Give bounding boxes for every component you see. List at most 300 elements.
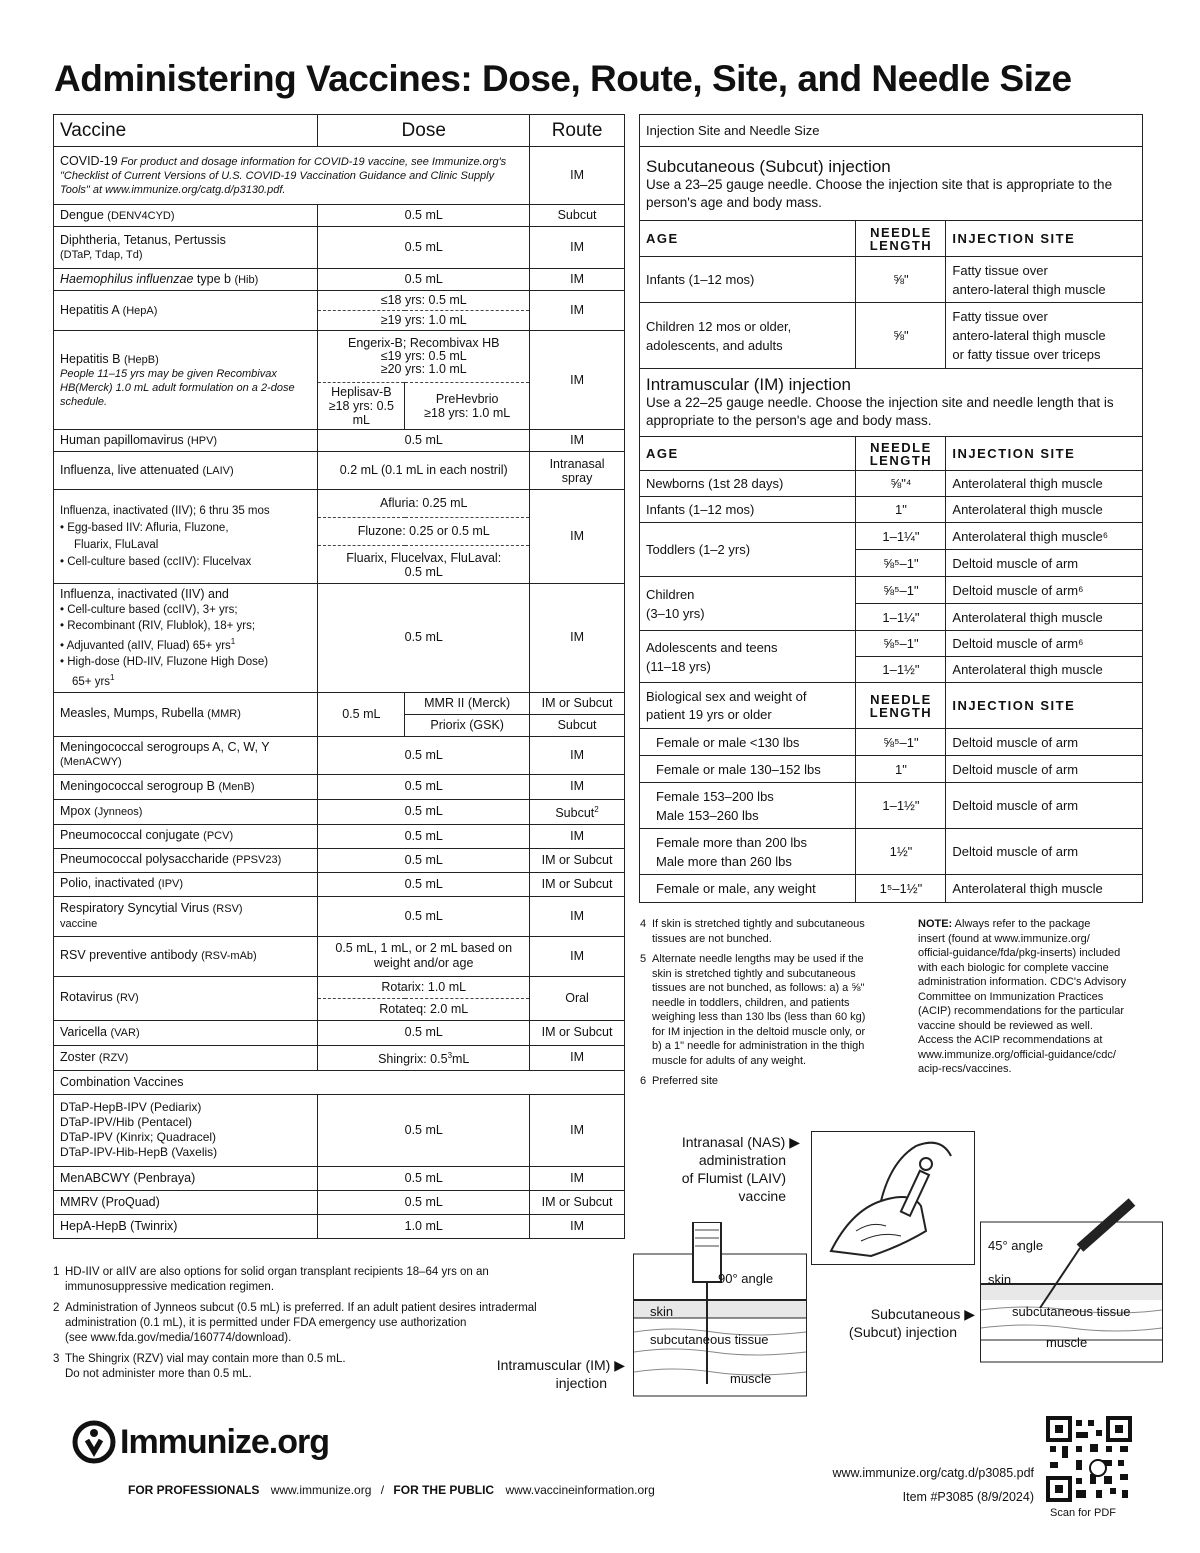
adult-header: Biological sex and weight of	[646, 688, 807, 704]
note-text: Committee on Immunization Practices	[918, 990, 1104, 1003]
site: Fatty tissue over	[952, 309, 1048, 324]
route: Subcut	[555, 806, 595, 821]
needle: ⅝"⁴	[856, 471, 946, 497]
row-ipv	[54, 872, 625, 896]
im-row-teens	[640, 631, 1143, 657]
row-combo1	[54, 1094, 625, 1166]
adult-col-header	[640, 683, 1143, 729]
vaccine-abbr: (RZV)	[98, 1051, 129, 1064]
muscle-label: muscle	[1046, 1335, 1088, 1350]
site: Anterolateral thigh muscle	[946, 875, 1143, 903]
package-insert-note	[918, 917, 1158, 1077]
note-text: insert (found at www.immunize.org/	[918, 932, 1090, 945]
note-text: vaccine should be reviewed as well.	[918, 1019, 1093, 1032]
vaccine-abbr: (HepB)	[123, 353, 159, 366]
im-row-toddlers	[640, 523, 1143, 550]
nas-label-text: Intranasal (NAS)	[681, 1134, 786, 1150]
adult-row	[640, 729, 1143, 756]
public-link[interactable]: www.vaccineinformation.org	[505, 1483, 655, 1497]
dose: 0.5 mL	[318, 774, 530, 799]
site: Deltoid muscle of arm⁶	[946, 577, 1143, 604]
vaccine-name: Influenza, live attenuated	[60, 462, 199, 477]
nas-label-text: of Flumist (LAIV)	[681, 1170, 786, 1186]
footer-right	[770, 1461, 1034, 1509]
footnote-text: tissues are not bunched.	[652, 932, 772, 945]
col-needle: LENGTH	[869, 452, 933, 468]
vaccine-abbr: (MMR)	[207, 708, 241, 721]
vaccine-name: Varicella	[60, 1024, 108, 1039]
vaccine-line: • Egg-based IIV: Afluria, Fluzone,	[60, 521, 229, 534]
vaccine-table-header	[54, 115, 625, 147]
needle: ⅝⁵–1"	[856, 729, 946, 756]
im-label-text: injection	[555, 1375, 607, 1391]
vaccine-name: Meningococcal serogroup B	[60, 778, 215, 793]
vaccine-name: Zoster	[60, 1049, 96, 1064]
row-hpv	[54, 430, 625, 452]
pros-link[interactable]: www.immunize.org	[270, 1483, 372, 1497]
dose: 0.5 mL	[318, 1094, 530, 1166]
vaccine-name: HepA-HepB (Twinrix)	[54, 1214, 318, 1238]
dose-unit: mL	[452, 1052, 470, 1067]
vaccine-abbr: (Jynneos)	[94, 805, 143, 818]
item-number: Item #P3085 (8/9/2024)	[902, 1490, 1034, 1504]
dose: 0.5 mL	[318, 848, 530, 872]
logo-text: Immunize.org	[120, 1422, 330, 1461]
vaccine-name: RSV preventive antibody	[60, 948, 198, 963]
row-hib	[54, 269, 625, 291]
row-dengue	[54, 205, 625, 227]
site: antero-lateral thigh muscle	[952, 328, 1106, 343]
weight: Female 153–200 lbs	[656, 788, 774, 804]
route: IM	[530, 1166, 625, 1190]
vaccine-name-suffix: vaccine	[60, 917, 98, 930]
route: IM	[530, 1045, 625, 1070]
product: Priorix (GSK)	[405, 714, 530, 736]
subcut-tissue-label: subcutaneous tissue	[650, 1332, 769, 1347]
col-vaccine: Vaccine	[54, 115, 318, 147]
weight: Female or male, any weight	[640, 875, 856, 903]
footnote-text: HD-IIV or aIIV are also options for solid organ transplant recipients 18–64 yrs on an	[65, 1266, 489, 1278]
site: or fatty tissue over triceps	[952, 347, 1101, 362]
subcut-section	[640, 147, 1143, 221]
footnote-text: tissues are not bunched, as follows: a) a ⅝"	[652, 982, 865, 994]
dose: 0.5 mL, 1 mL, or 2 mL based on	[335, 941, 513, 956]
note-label: NOTE:	[918, 918, 953, 930]
vaccine-name: DTaP-IPV-Hib-HepB (Vaxelis)	[60, 1145, 218, 1160]
col-site: INJECTION SITE	[946, 683, 1143, 729]
dose: ≤19 yrs: 0.5 mL	[380, 349, 467, 363]
needle: ⅝⁵–1"	[856, 577, 946, 604]
note-text: acip-recs/vaccines.	[918, 1063, 1012, 1075]
row-pcv	[54, 824, 625, 848]
vaccine-abbr: (RSV-mAb)	[201, 950, 257, 963]
footnote-text: Do not administer more than 0.5 mL.	[65, 1368, 252, 1380]
site: antero-lateral thigh muscle	[952, 281, 1106, 297]
dose: 0.5 mL	[318, 227, 530, 269]
footnote-text: b) a 1" needle for administration in the thigh	[652, 1040, 865, 1052]
dose: weight and/or age	[374, 956, 474, 971]
row-combo3	[54, 1190, 625, 1214]
route: IM	[530, 824, 625, 848]
vaccine-name: DTaP-IPV (Kinrix; Quadracel)	[60, 1130, 217, 1145]
im-row-newborns	[640, 471, 1143, 497]
public-label: FOR THE PUBLIC	[393, 1483, 495, 1497]
note-text: www.immunize.org/official-guidance/cdc/	[918, 1048, 1116, 1061]
row-ppsv	[54, 848, 625, 872]
note-text: Access the ACIP recommendations at	[918, 1034, 1103, 1046]
dose: 0.5 mL	[318, 584, 530, 693]
subcut-label	[820, 1305, 975, 1341]
scan-label: Scan for PDF	[1050, 1507, 1117, 1519]
age: Children 12 mos or older,	[646, 318, 792, 334]
vaccine-abbr: (VAR)	[110, 1026, 140, 1039]
adult-row	[640, 829, 1143, 875]
dose: Rotateq: 2.0 mL	[318, 998, 530, 1020]
vaccine-abbr: (RSV)	[212, 902, 243, 915]
vaccine-note: People 11–15 yrs may be given Recombivax HB(Merck) 1.0 mL adult formulation on a 2-dose schedule.	[60, 367, 295, 408]
vaccine-name: Polio, inactivated	[60, 876, 155, 891]
route: spray	[561, 470, 593, 485]
subcut-label-text: (Subcut) injection	[848, 1324, 957, 1340]
site: Anterolateral thigh muscle	[946, 471, 1143, 497]
site: Deltoid muscle of arm	[946, 550, 1143, 577]
col-age: AGE	[640, 437, 856, 471]
row-menb	[54, 774, 625, 799]
dose: 0.5 mL	[318, 872, 530, 896]
footnote-text: skin is stretched tightly and subcutaneous	[652, 967, 856, 980]
dose: Fluzone: 0.25 or 0.5 mL	[318, 518, 530, 546]
logo-icon	[72, 1420, 116, 1464]
vaccine-abbr: (RV)	[116, 992, 139, 1005]
dose: Shingrix: 0.5	[378, 1052, 448, 1067]
vaccine-name: Hepatitis A	[60, 302, 120, 317]
dose: 0.5 mL	[318, 736, 530, 774]
dose: Engerix-B; Recombivax HB	[348, 336, 500, 350]
age: Toddlers (1–2 yrs)	[640, 523, 856, 577]
row-iiv-adult	[54, 584, 625, 693]
vaccine-name: MMRV (ProQuad)	[54, 1190, 318, 1214]
route: IM	[530, 774, 625, 799]
skin-label: skin	[988, 1272, 1012, 1287]
footnote-ref: 1	[230, 637, 236, 646]
dose: 0.5 mL	[318, 1166, 530, 1190]
col-needle: LENGTH	[869, 237, 933, 253]
arrow-right-icon: ▶	[964, 1306, 975, 1322]
vaccine-abbr: (Hib)	[234, 273, 259, 286]
needle: 1–1½"	[856, 657, 946, 683]
dose: 0.2 mL (0.1 mL in each nostril)	[318, 452, 530, 490]
vaccine-abbr: (HPV)	[187, 434, 218, 447]
dose: 0.5 mL	[404, 564, 443, 579]
route: Subcut	[530, 205, 625, 227]
needle: 1"	[856, 756, 946, 783]
pdf-link[interactable]: www.immunize.org/catg.d/p3085.pdf	[832, 1466, 1034, 1480]
route: IM or Subcut	[530, 872, 625, 896]
vaccine-abbr: (IPV)	[158, 878, 184, 891]
site-table-header	[640, 115, 1143, 147]
vaccine-abbr: (HepA)	[122, 304, 158, 317]
site: Anterolateral thigh muscle	[946, 497, 1143, 523]
adult-header: patient 19 yrs or older	[646, 706, 772, 722]
footnote	[53, 1265, 613, 1295]
adult-row	[640, 875, 1143, 903]
col-dose: Dose	[318, 115, 530, 147]
page-title: Administering Vaccines: Dose, Route, Site, and Needle Size	[54, 58, 1072, 99]
im-label-text: Intramuscular (IM)	[496, 1357, 611, 1373]
vaccine-line: Influenza, inactivated (IIV) and	[60, 587, 229, 601]
col-age: AGE	[640, 221, 856, 257]
dose: Heplisav-B	[331, 385, 392, 399]
row-mpox	[54, 799, 625, 824]
footnote-text: Administration of Jynneos subcut (0.5 mL) is preferred. If an adult patient desires intradermal	[65, 1302, 537, 1314]
age: Newborns (1st 28 days)	[640, 471, 856, 497]
dose: ≥19 yrs: 1.0 mL	[318, 311, 530, 331]
vaccine-name: DTaP-HepB-IPV (Pediarix)	[60, 1100, 202, 1115]
col-needle: NEEDLE	[870, 439, 932, 455]
dose: Afluria: 0.25 mL	[318, 490, 530, 518]
subcut-title: Subcutaneous (Subcut) injection	[646, 156, 891, 176]
route: IM or Subcut	[530, 692, 625, 714]
footnote-text: administration (0.1 mL), it is permitted under FDA emergency use authorization	[65, 1317, 467, 1329]
dose: ≥20 yrs: 1.0 mL	[380, 362, 467, 376]
dose: 1.0 mL	[318, 1214, 530, 1238]
subcut-tissue-label: subcutaneous tissue	[1012, 1304, 1131, 1319]
dose: 0.5 mL	[318, 799, 530, 824]
vaccine-name: Rotavirus	[60, 990, 113, 1005]
row-rsvmab	[54, 936, 625, 976]
row-combo-header	[54, 1070, 625, 1094]
vaccine-abbr: (MenACWY)	[60, 756, 122, 769]
vaccine-name: Haemophilus influenzae	[60, 271, 194, 286]
site: Deltoid muscle of arm	[946, 729, 1143, 756]
vaccine-abbr: (PCV)	[203, 830, 234, 843]
route: IM	[530, 269, 625, 291]
row-var	[54, 1020, 625, 1045]
vaccine-name: Diphtheria, Tetanus, Pertussis	[60, 232, 226, 247]
footnote-text: needle in toddlers, children, and patients	[652, 996, 850, 1009]
route: IM or Subcut	[530, 1190, 625, 1214]
route: Intranasal	[549, 456, 605, 471]
vaccine-name-suffix: type b	[193, 271, 231, 286]
injection-site-table	[639, 114, 1143, 903]
vaccine-name: Respiratory Syncytial Virus	[60, 900, 210, 915]
subcut-label-text: Subcutaneous	[870, 1306, 961, 1322]
vaccine-line: • Cell-culture based (ccIIV), 3+ yrs;	[60, 604, 238, 616]
dose: 0.5 mL	[318, 692, 405, 736]
age: (3–10 yrs)	[646, 605, 705, 621]
route: IM	[530, 147, 625, 205]
row-combo2	[54, 1166, 625, 1190]
subcut-row-children	[640, 303, 1143, 369]
nas-label-text: administration	[698, 1152, 786, 1168]
site: Deltoid muscle of arm	[946, 829, 1143, 875]
col-route: Route	[530, 115, 625, 147]
row-covid	[54, 147, 625, 205]
im-row-children	[640, 577, 1143, 604]
site: Fatty tissue over	[952, 262, 1048, 278]
immunize-logo	[72, 1420, 329, 1464]
route: IM or Subcut	[530, 1020, 625, 1045]
route: IM	[530, 291, 625, 331]
product: MMR II (Merck)	[405, 692, 530, 714]
footnote-number: 1	[53, 1266, 60, 1278]
footnote	[640, 1074, 905, 1089]
combo-header: Combination Vaccines	[54, 1070, 625, 1094]
needle: 1½"	[856, 829, 946, 875]
route: IM	[530, 227, 625, 269]
im-label	[460, 1356, 625, 1392]
pros-label: FOR PROFESSIONALS	[128, 1483, 260, 1497]
weight: Female or male 130–152 lbs	[640, 756, 856, 783]
row-dtp	[54, 227, 625, 269]
vaccine-abbr: (LAIV)	[202, 464, 234, 477]
vaccine-name: Pneumococcal conjugate	[60, 828, 200, 843]
qr-code-icon	[1046, 1416, 1132, 1502]
footnote-number: 5	[640, 953, 647, 965]
vaccine-table	[53, 114, 625, 1239]
vaccine-name: Measles, Mumps, Rubella	[60, 706, 204, 721]
adult-row	[640, 756, 1143, 783]
footnote-text: The Shingrix (RZV) vial may contain more than 0.5 mL.	[65, 1353, 346, 1365]
vaccine-line: Fluarix, FluLaval	[74, 538, 159, 551]
separator: /	[380, 1483, 385, 1497]
vaccine-name: Meningococcal serogroups A, C, W, Y	[60, 740, 270, 755]
nas-label	[650, 1133, 800, 1205]
dose: 0.5 mL	[318, 205, 530, 227]
dose: 0.5 mL	[318, 896, 530, 936]
route: IM	[530, 1214, 625, 1238]
row-combo4	[54, 1214, 625, 1238]
arrow-right-icon: ▶	[789, 1134, 800, 1150]
vaccine-line: • Adjuvanted (aIIV, Fluad) 65+ yrs	[60, 639, 231, 652]
row-laiv	[54, 452, 625, 490]
age: Infants (1–12 mos)	[640, 497, 856, 523]
footnote-text: muscle for adults of any weight.	[652, 1054, 807, 1067]
vaccine-name: Pneumococcal polysaccharide	[60, 852, 229, 867]
route: IM	[530, 896, 625, 936]
footnote-text: (see www.fda.gov/media/160774/download).	[65, 1332, 292, 1344]
row-rsv	[54, 896, 625, 936]
footnote	[53, 1301, 613, 1346]
vaccine-name: DTaP-IPV/Hib (Pentacel)	[60, 1115, 193, 1130]
footnote-number: 2	[53, 1302, 60, 1314]
route: Subcut	[530, 714, 625, 736]
dose: Rotarix: 1.0 mL	[318, 976, 530, 998]
dose: ≤18 yrs: 0.5 mL	[318, 291, 530, 311]
col-needle: LENGTH	[869, 704, 933, 720]
site: Anterolateral thigh muscle	[946, 604, 1143, 631]
footnote-number: 4	[640, 918, 647, 930]
needle: 1–1¼"	[856, 523, 946, 550]
arrow-right-icon: ▶	[614, 1357, 625, 1373]
vaccine-name: Dengue	[60, 207, 104, 222]
row-rzv	[54, 1045, 625, 1070]
dose: 0.5 mL	[318, 269, 530, 291]
footnote-number: 6	[640, 1075, 647, 1087]
site: Deltoid muscle of arm⁶	[946, 631, 1143, 657]
angle-90-label: 90° angle	[718, 1271, 774, 1286]
vaccine-name: MenABCWY (Penbraya)	[54, 1166, 318, 1190]
footnote-ref: 1	[110, 672, 115, 682]
vaccine-name: Mpox	[60, 803, 91, 818]
vaccine-abbr: (DTaP, Tdap, Td)	[60, 248, 143, 261]
dose: ≥18 yrs: 0.5 mL	[328, 399, 394, 427]
im-title: Intramuscular (IM) injection	[646, 375, 852, 394]
needle: ⅝⁵–1"	[856, 631, 946, 657]
weight: Male more than 260 lbs	[656, 853, 792, 869]
site-table-title: Injection Site and Needle Size	[640, 115, 1143, 147]
footnote	[640, 917, 905, 946]
vaccine-line: • Cell-culture based (ccIIV): Flucelvax	[60, 555, 252, 568]
footnote-text: for IM injection in the deltoid muscle only, or	[652, 1025, 866, 1038]
dose: 0.5 mL	[318, 1020, 530, 1045]
im-row-infants	[640, 497, 1143, 523]
age: (11–18 yrs)	[646, 658, 711, 674]
vaccine-abbr: (PPSV23)	[232, 854, 282, 867]
vaccine-line: 65+ yrs	[72, 675, 111, 688]
footnote-number: 3	[53, 1353, 60, 1365]
site: Deltoid muscle of arm	[946, 783, 1143, 829]
route: IM	[530, 1094, 625, 1166]
needle: ⅝"	[856, 303, 946, 369]
note-text: official-guidance/fda/pkg-inserts) included	[918, 947, 1121, 959]
im-desc: Use a 22–25 gauge needle. Choose the injection site and needle length that is appropriate to the person's age and body mass.	[646, 395, 1114, 428]
needle: 1–1¼"	[856, 604, 946, 631]
dose: 0.5 mL	[318, 1190, 530, 1214]
weight: Female or male <130 lbs	[640, 729, 856, 756]
intranasal-illustration	[811, 1131, 975, 1265]
route: IM	[530, 430, 625, 452]
vaccine-note: For product and dosage information for COVID-19 vaccine, see Immunize.org's "Checklist of Current Versions of U.S. COVID-19 Vaccination Guidance and Clinic Supply Tools" at www.immunize.org/catg.d/p3130.pdf.	[60, 156, 507, 196]
footnote-ref: 2	[594, 805, 599, 815]
footnote-text: immunosuppressive medication regimen.	[65, 1281, 275, 1293]
route: IM	[530, 936, 625, 976]
vaccine-line: Influenza, inactivated (IIV); 6 thru 35 mos	[60, 504, 270, 517]
nas-label-text: vaccine	[738, 1188, 786, 1204]
vaccine-line: • High-dose (HD-IIV, Fluzone High Dose)	[60, 655, 269, 668]
weight: Female more than 200 lbs	[656, 834, 808, 850]
subcut-col-header	[640, 221, 1143, 257]
dose: 0.5 mL	[318, 430, 530, 452]
col-needle: NEEDLE	[870, 224, 932, 240]
note-text: Always refer to the package	[952, 918, 1091, 930]
row-rv	[54, 976, 625, 998]
needle: 1"	[856, 497, 946, 523]
angle-45-label: 45° angle	[988, 1238, 1044, 1253]
vaccine-abbr: (MenB)	[218, 780, 255, 793]
footnote-text: Preferred site	[652, 1075, 719, 1087]
vaccine-abbr: (DENV4CYD)	[107, 209, 175, 222]
footnote-text: weighing less than 130 lbs (less than 60 kg)	[652, 1011, 866, 1023]
footer-links	[128, 1483, 655, 1497]
footnote	[640, 952, 905, 1068]
footnote-ref: 3	[447, 1051, 453, 1061]
im-section	[640, 369, 1143, 437]
col-site: INJECTION SITE	[946, 437, 1143, 471]
row-menacwy	[54, 736, 625, 774]
row-hepa	[54, 291, 625, 311]
vaccine-line: • Recombinant (RIV, Flublok), 18+ yrs;	[60, 620, 256, 632]
site: Deltoid muscle of arm	[946, 756, 1143, 783]
dose: ≥18 yrs: 1.0 mL	[424, 406, 511, 420]
skin-label: skin	[650, 1304, 674, 1319]
route: IM	[530, 490, 625, 584]
dose: PreHevbrio	[435, 392, 499, 406]
col-needle: NEEDLE	[870, 691, 932, 707]
footnote-text: Alternate needle lengths may be used if the	[652, 953, 864, 965]
route: IM or Subcut	[530, 848, 625, 872]
vaccine-name: Human papillomavirus	[60, 432, 184, 447]
